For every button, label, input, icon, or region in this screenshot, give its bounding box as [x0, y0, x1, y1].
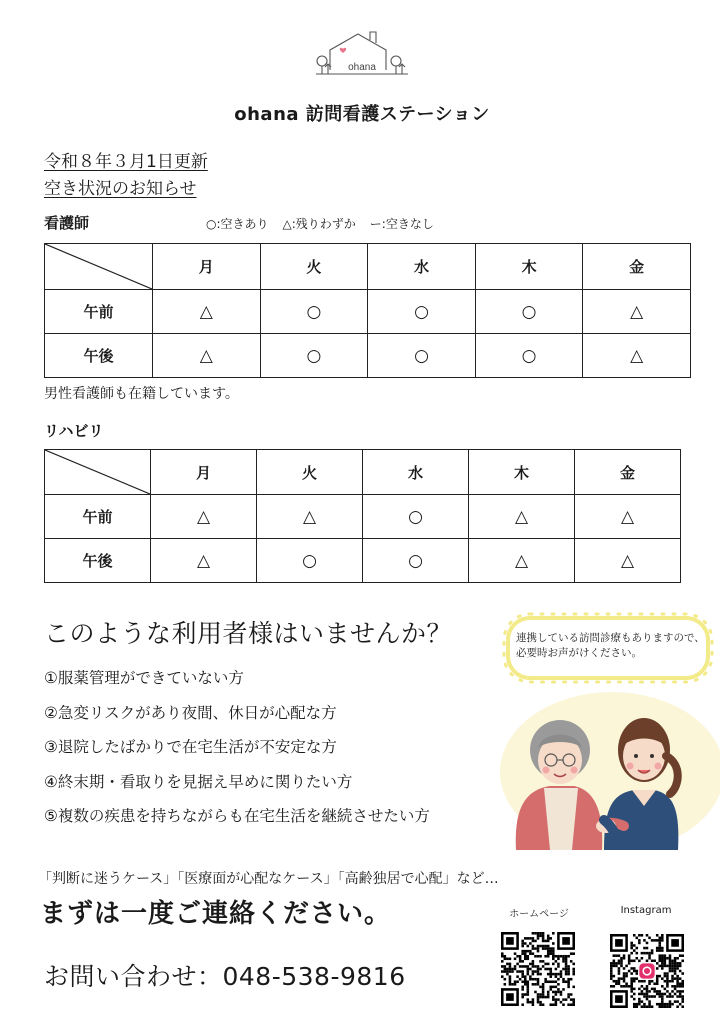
- availability-mark: ○: [475, 290, 583, 334]
- list-item: ③退院したばかりで在宅生活が不安定な方: [44, 738, 337, 756]
- table-row: [45, 290, 691, 334]
- instagram-qr-code[interactable]: [608, 934, 686, 1008]
- slot-label: 午後: [45, 334, 153, 378]
- day-header: 金: [583, 244, 691, 290]
- day-header: 火: [260, 244, 368, 290]
- nurse-elderly-illustration: [494, 690, 720, 850]
- list-item: ④終末期・看取りを見据え早めに関りたい方: [44, 772, 353, 791]
- contact-phone[interactable]: お問い合わせ：048-538-9816: [44, 962, 406, 991]
- day-header: 火: [257, 450, 363, 495]
- availability-mark: △: [583, 334, 691, 378]
- availability-mark: △: [575, 539, 681, 583]
- table-corner-cell: [45, 450, 151, 495]
- availability-mark: ○: [260, 290, 368, 334]
- table-corner-cell: [45, 244, 153, 290]
- male-nurse-note: 男性看護師も在籍しています。: [44, 386, 239, 402]
- legend-few-left: △:残りわずか: [282, 217, 356, 231]
- availability-mark: △: [153, 290, 261, 334]
- day-header: 月: [151, 450, 257, 495]
- day-header: 金: [575, 450, 681, 495]
- availability-mark: ○: [363, 539, 469, 583]
- station-title: ohana 訪問看護ステーション: [234, 104, 490, 125]
- availability-mark: ○: [368, 290, 476, 334]
- table-row: [45, 334, 691, 378]
- table-row: [45, 539, 681, 583]
- nursing-section-label: 看護師: [44, 214, 90, 232]
- day-header: 木: [469, 450, 575, 495]
- availability-mark: ○: [257, 539, 363, 583]
- availability-mark: ○: [260, 334, 368, 378]
- availability-mark: ○: [475, 334, 583, 378]
- homepage-qr-code[interactable]: [499, 932, 577, 1006]
- table-row: [45, 495, 681, 539]
- target-patient-list: [44, 666, 430, 839]
- rehab-schedule-table: [44, 449, 681, 583]
- day-header: 月: [153, 244, 261, 290]
- availability-mark: ○: [363, 495, 469, 539]
- availability-mark: △: [153, 334, 261, 378]
- availability-mark: △: [469, 539, 575, 583]
- nursing-schedule-table: [44, 243, 691, 378]
- day-header: 木: [475, 244, 583, 290]
- homepage-qr-label: ホームページ: [509, 909, 569, 920]
- slot-label: 午前: [45, 495, 151, 539]
- example-cases: 「判断に迷うケース」「医療面が心配なケース」「高齢独居で心配」など…: [38, 871, 499, 887]
- day-header: 水: [363, 450, 469, 495]
- question-heading: このような利用者様はいませんか？: [44, 619, 453, 648]
- rehab-section-label: リハビリ: [44, 422, 104, 440]
- slot-label: 午後: [45, 539, 151, 583]
- availability-mark: △: [469, 495, 575, 539]
- list-item: ⑤複数の疾患を持ちながらも在宅生活を継続させたい方: [44, 807, 430, 825]
- call-to-action: まずは一度ご連絡ください。: [40, 899, 392, 929]
- table-header-row: [45, 244, 691, 290]
- update-date: 令和８年３月1日更新: [44, 152, 208, 172]
- availability-mark: △: [151, 539, 257, 583]
- day-header: 水: [368, 244, 476, 290]
- legend-none: ー:空きなし: [369, 217, 434, 231]
- list-item: ①服薬管理ができていない方: [44, 669, 244, 687]
- table-header-row: [45, 450, 681, 495]
- ohana-logo: [312, 28, 412, 80]
- availability-mark: △: [257, 495, 363, 539]
- instagram-qr-label: Instagram: [620, 905, 672, 916]
- bubble-text: 連携している訪問診療もありますので、必要時お声がけください。: [516, 632, 705, 659]
- legend: [206, 215, 434, 232]
- list-item: ②急変リスクがあり夜間、休日が心配な方: [44, 703, 337, 722]
- availability-mark: △: [151, 495, 257, 539]
- availability-mark: △: [575, 495, 681, 539]
- slot-label: 午前: [45, 290, 153, 334]
- legend-available: ○:空きあり: [206, 217, 269, 231]
- availability-mark: ○: [368, 334, 476, 378]
- logo-text: ohana: [348, 62, 376, 73]
- availability-notice-title: 空き状況のお知らせ: [44, 179, 197, 199]
- availability-mark: △: [583, 290, 691, 334]
